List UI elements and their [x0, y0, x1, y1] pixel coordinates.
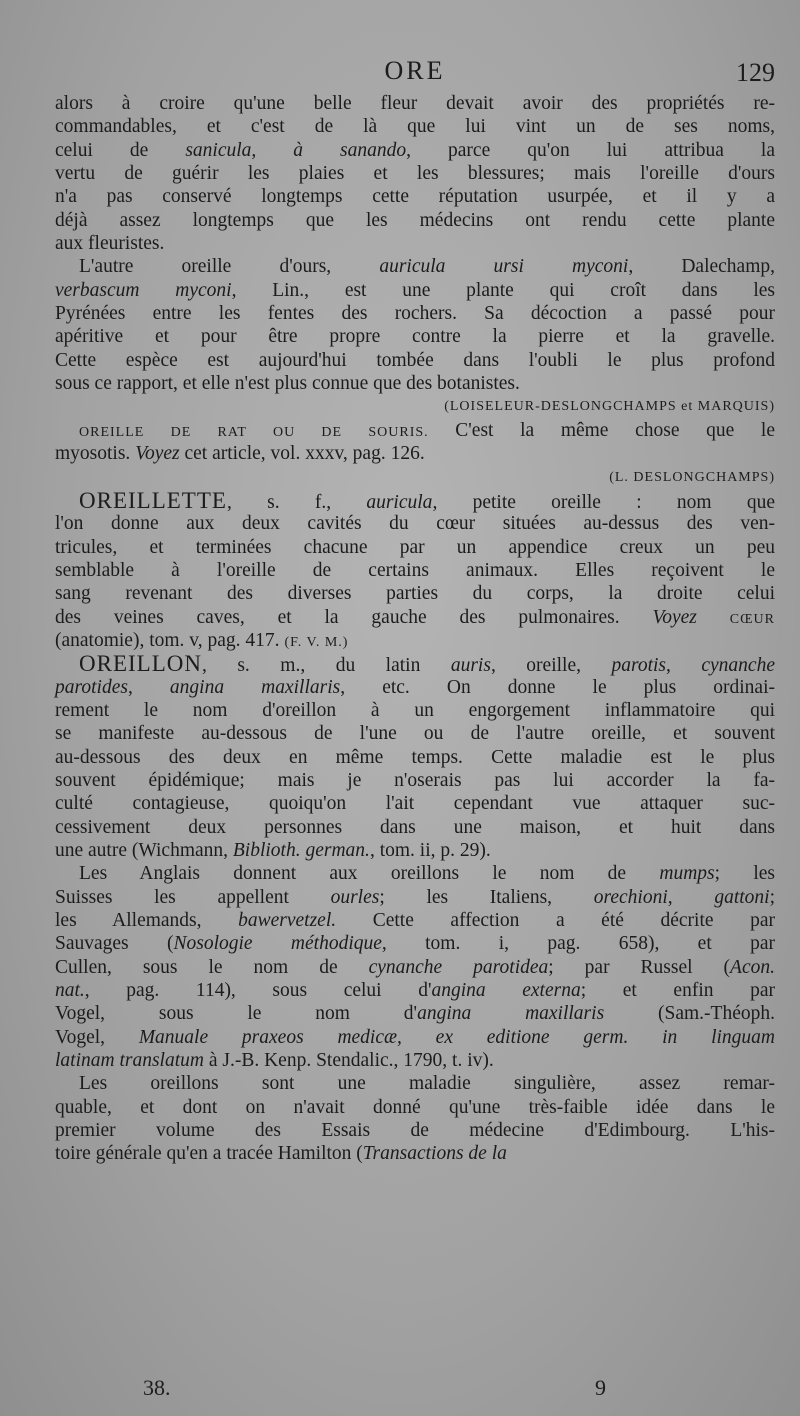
italic-text: ourles [330, 886, 380, 908]
italic-text: parotis [611, 655, 667, 677]
italic-text: angina maxillaris [417, 1003, 605, 1025]
paragraph [55, 489, 775, 652]
italic-text: nat. [55, 980, 85, 1002]
body-text [55, 92, 775, 1166]
paragraph [55, 862, 775, 1072]
text-line: au-dessous des deux en même temps. Cette maladie est le plus [55, 746, 775, 768]
italic-text: orechioni [593, 886, 668, 908]
text-line: (anatomie), tom. v, pag. 417. (F. V. M.) [55, 629, 349, 651]
paragraph [55, 419, 775, 489]
page-header [55, 56, 775, 96]
italic-text: Voyez [135, 443, 180, 465]
small-caps-text: (F. V. M.) [284, 634, 349, 650]
text-line: premier volume des Essais de médecine d'Edimbourg. L'his- [55, 1120, 775, 1142]
text-line: cessivement deux personnes dans une maison, et huit dans [55, 816, 775, 838]
text-line: myosotis. Voyez cet article, vol. xxxv, pag. 126. [55, 443, 425, 465]
text-line: se manifeste au-dessous de l'une ou de l'autre oreille, et souvent [55, 723, 775, 745]
italic-text: cynanche [701, 655, 775, 677]
text-line: OREILLON, s. m., du latin auris, oreille, parotis, cynanche [79, 651, 775, 677]
text-line: Les Anglais donnent aux oreillons le nom de mumps; les [79, 863, 775, 885]
italic-text: auris [450, 655, 491, 677]
author-signature: (L. DESLONGCHAMPS) [609, 469, 775, 485]
text-line: apéritive et pour être propre contre la pierre et la gravelle. [55, 326, 775, 348]
sheet-number: 9 [595, 1375, 606, 1400]
italic-text: Biblioth. german. [232, 840, 370, 861]
text-line: rement le nom d'oreillon à un engorgement inflammatoire qui [55, 699, 775, 721]
text-line: Vogel, Manuale praxeos medicæ, ex editione germ. in linguam [55, 1026, 775, 1048]
italic-text: angina externa [431, 980, 581, 1002]
text-line: quable, et dont on n'avait donné qu'une très-faible idée dans le [55, 1096, 775, 1118]
text-line: Cette espèce est aujourd'hui tombée dans l'oubli le plus profond [55, 349, 775, 371]
paragraph [55, 92, 775, 255]
paragraph [55, 652, 775, 862]
italic-text: Manuale praxeos medicæ, ex editione germ. in linguam [138, 1026, 775, 1048]
italic-text: Acon. [730, 956, 775, 978]
text-line: toire générale qu'en a tracée Hamilton (Transactions de la [55, 1143, 507, 1165]
italic-text: auricula ursi myconi [379, 256, 629, 278]
text-line: souvent épidémique; mais je n'oserais pas lui accorder la fa- [55, 769, 775, 791]
page-number: 129 [736, 58, 775, 87]
italic-text: auricula [366, 491, 433, 513]
text-line: Suisses les appellent ourles; les Italiens, orechioni, gattoni; [55, 886, 775, 908]
author-signature: (LOISELEUR-DESLONGCHAMPS et MARQUIS) [444, 399, 775, 415]
italic-text: sanicula, à sanando [185, 139, 407, 161]
italic-text: Voyez [652, 606, 697, 628]
text-line: latinam translatum à J.-B. Kenp. Stendalic., 1790, t. iv). [55, 1050, 494, 1072]
italic-text: parotides [55, 676, 128, 698]
text-line: Pyrénées entre les fentes des rochers. Sa décoction a passé pour [55, 303, 775, 325]
entry-headword: OREILLON [79, 651, 202, 677]
italic-text: latinam translatum [55, 1050, 204, 1072]
italic-text: gattoni [714, 886, 770, 908]
running-head: ORE [384, 56, 446, 85]
paragraph [55, 1072, 775, 1165]
signature-mark: 38. [143, 1375, 171, 1400]
small-caps-text: CŒUR [729, 611, 775, 627]
text-line: parotides, angina maxillaris, etc. On donne le plus ordinai- [55, 676, 775, 698]
italic-text: bawervetzel. [238, 910, 337, 932]
text-line: Cullen, sous le nom de cynanche parotidea; par Russel (Acon. [55, 956, 775, 978]
page-footer [55, 1375, 775, 1405]
text-line: alors à croire qu'une belle fleur devait avoir des propriétés re- [55, 93, 775, 114]
text-line: n'a pas conservé longtemps cette réputation usurpée, et il y a [55, 186, 775, 208]
italic-text: verbascum myconi [55, 279, 232, 301]
text-line: semblable à l'oreille de certains animaux. Elles reçoivent le [55, 559, 775, 581]
text-line: déjà assez longtemps que les médecins ont rendu cette plante [55, 209, 775, 231]
small-caps-text: OREILLE DE RAT OU DE SOURIS. [79, 424, 429, 440]
text-line: des veines caves, et la gauche des pulmonaires. Voyez CŒUR [55, 606, 775, 628]
paragraph [55, 255, 775, 418]
text-line: vertu de guérir les plaies et les blessures; mais l'oreille d'ours [55, 163, 775, 185]
text-line: commandables, et c'est de là que lui vint un de ses noms, [55, 116, 775, 138]
text-line: sous ce rapport, et elle n'est plus connue que des botanistes. [55, 373, 520, 395]
text-line: les Allemands, bawervetzel. Cette affection a été décrite par [55, 910, 775, 932]
italic-text: Transactions de la [362, 1143, 507, 1165]
text-line: Sauvages (Nosologie méthodique, tom. i, pag. 658), et par [55, 933, 775, 955]
text-line: culté contagieuse, quoiqu'on l'ait cependant vue attaquer suc- [55, 793, 775, 815]
text-line: Vogel, sous le nom d'angina maxillaris (Sam.-Théoph. [55, 1003, 775, 1025]
italic-text: cynanche parotidea [368, 956, 549, 978]
text-line: OREILLE DE RAT OU DE SOURIS. C'est la même chose que le [79, 419, 775, 441]
text-line: une autre (Wichmann, Biblioth. german., tom. ii, p. 29). [55, 840, 491, 861]
text-line: tricules, et terminées chacune par un appendice creux un peu [55, 536, 775, 558]
text-line: nat., pag. 114), sous celui d'angina externa; et enfin par [55, 980, 775, 1002]
text-line: aux fleuristes. [55, 233, 165, 255]
italic-text: angina maxillaris [169, 676, 341, 698]
italic-text: mumps [659, 863, 715, 885]
text-line: sang revenant des diverses parties du corps, la droite celui [55, 583, 775, 605]
text-line: Les oreillons sont une maladie singulière, assez remar- [79, 1073, 775, 1095]
text-line: l'on donne aux deux cavités du cœur situées au-dessus des ven- [55, 513, 775, 535]
entry-headword: OREILLETTE [79, 487, 227, 513]
text-line: verbascum myconi, Lin., est une plante qui croît dans les [55, 279, 775, 301]
text-line: celui de sanicula, à sanando, parce qu'on lui attribua la [55, 139, 775, 161]
italic-text: Nosologie méthodique [173, 933, 382, 955]
text-line: OREILLETTE, s. f., auricula, petite oreille : nom que [79, 487, 775, 513]
text-line: L'autre oreille d'ours, auricula ursi myconi, Dalechamp, [79, 256, 775, 278]
